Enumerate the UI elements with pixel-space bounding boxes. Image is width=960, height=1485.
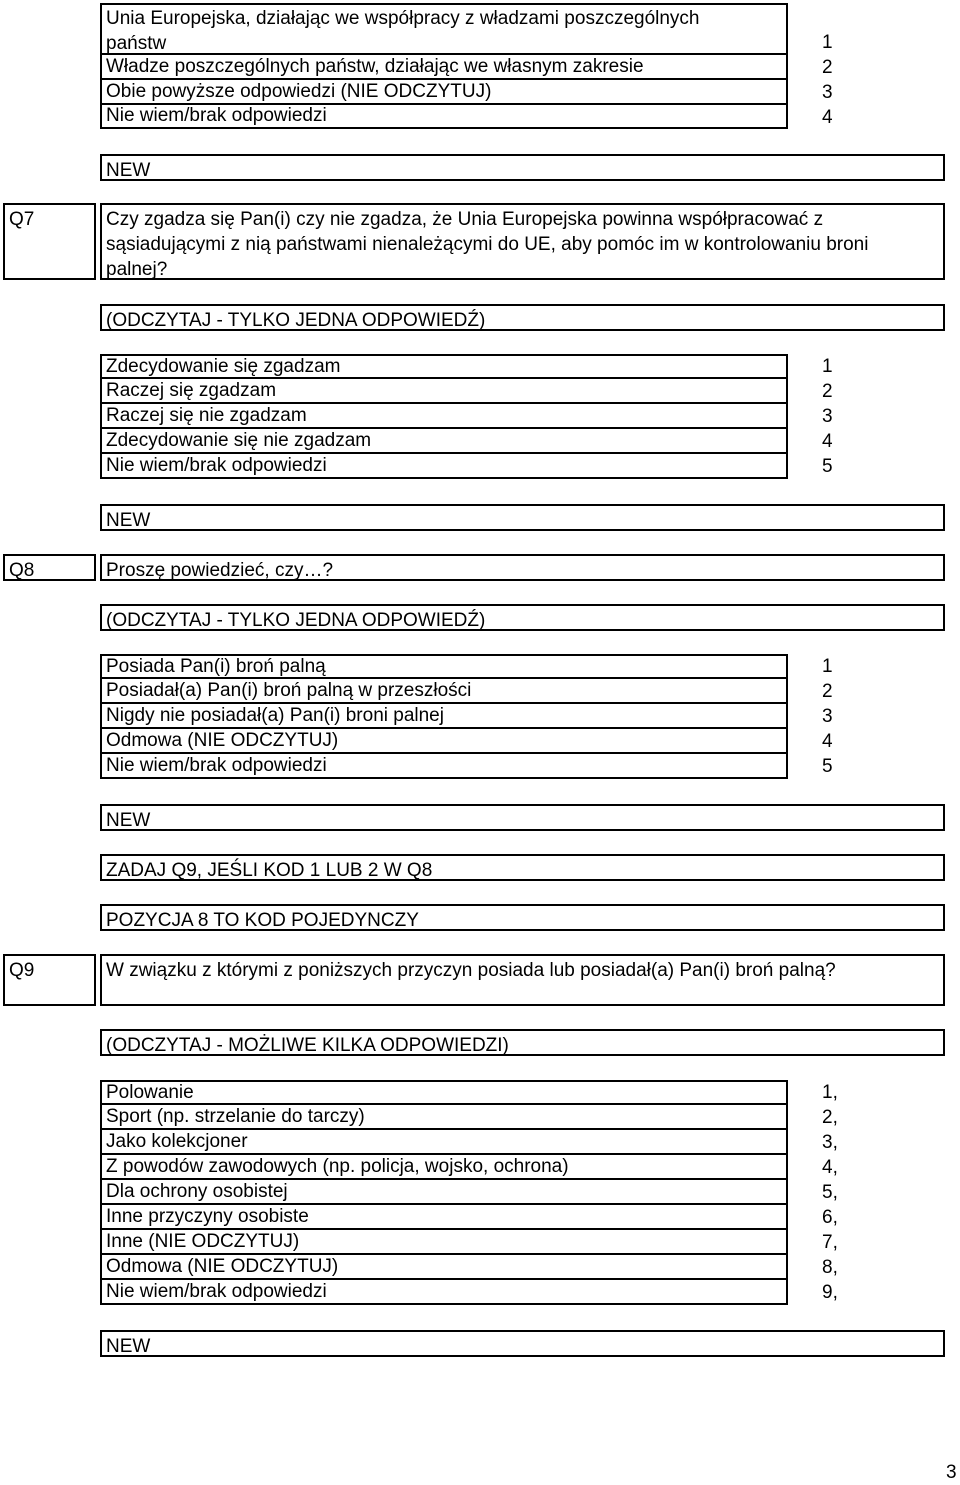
- list-item: [100, 1180, 838, 1205]
- list-item: [100, 1155, 838, 1180]
- option-label: Jako kolekcjoner: [100, 1130, 788, 1155]
- list-item: [100, 654, 833, 679]
- option-code: 4: [822, 731, 833, 752]
- q7-instruction: (ODCZYTAJ - TYLKO JEDNA ODPOWIEDŹ): [100, 304, 945, 331]
- page-number: 3: [946, 1462, 957, 1483]
- q9-instruction: (ODCZYTAJ - MOŻLIWE KILKA ODPOWIEDZI): [100, 1029, 945, 1056]
- q7-question-text: Czy zgadza się Pan(i) czy nie zgadza, że Unia Europejska powinna współpracować z sąsiadującymi z nią państwami nienależącymi do UE, aby pomóc im w kontrolowaniu broni palnej?: [100, 203, 945, 280]
- q8-question-text: Proszę powiedzieć, czy…?: [100, 554, 945, 581]
- option-code: 3,: [822, 1132, 838, 1153]
- option-code: 9,: [822, 1282, 838, 1303]
- top-option-4-label: Nie wiem/brak odpowiedzi: [106, 105, 327, 126]
- option-code: 5: [822, 456, 833, 477]
- new-tag: NEW: [100, 504, 945, 531]
- new-tag: NEW: [100, 154, 945, 181]
- q9-label: Q9: [3, 954, 96, 1006]
- option-label: Nie wiem/brak odpowiedzi: [100, 454, 788, 479]
- top-option-1-label: Unia Europejska, działając we współpracy z władzami poszczególnych państw: [106, 8, 700, 54]
- option-label: Nie wiem/brak odpowiedzi: [100, 1280, 788, 1305]
- list-item: [100, 354, 833, 379]
- new-tag: NEW: [100, 804, 945, 831]
- new-tag: NEW: [100, 1330, 945, 1357]
- list-item: [100, 1105, 838, 1130]
- option-code: 3: [822, 706, 833, 727]
- list-item: [100, 1130, 838, 1155]
- list-item: [100, 429, 833, 454]
- filter-note: ZADAJ Q9, JEŚLI KOD 1 LUB 2 W Q8: [100, 854, 945, 881]
- list-item: [100, 1205, 838, 1230]
- option-code: 4: [822, 431, 833, 452]
- q7-options: [100, 354, 833, 479]
- option-label: Odmowa (NIE ODCZYTUJ): [100, 729, 788, 754]
- top-options-block: [100, 3, 788, 129]
- position-note: POZYCJA 8 TO KOD POJEDYNCZY: [100, 904, 945, 931]
- option-code: 2,: [822, 1107, 838, 1128]
- option-label: Zdecydowanie się zgadzam: [100, 354, 788, 379]
- list-item: [100, 454, 833, 479]
- top-option-2-label: Władze poszczególnych państw, działając we własnym zakresie: [106, 56, 644, 77]
- option-label: Posiada Pan(i) broń palną: [100, 654, 788, 679]
- q8-options: [100, 654, 833, 779]
- option-code: 3: [822, 406, 833, 427]
- option-label: Zdecydowanie się nie zgadzam: [100, 429, 788, 454]
- option-label: Raczej się zgadzam: [100, 379, 788, 404]
- q8-label: Q8: [3, 554, 96, 581]
- option-code: 4,: [822, 1157, 838, 1178]
- top-option-2-code: 2: [822, 57, 833, 78]
- list-item: [100, 404, 833, 429]
- option-label: Polowanie: [100, 1080, 788, 1105]
- option-code: 2: [822, 681, 833, 702]
- list-item: [100, 704, 833, 729]
- option-label: Inne (NIE ODCZYTUJ): [100, 1230, 788, 1255]
- top-option-1-code: 1: [822, 32, 833, 53]
- top-option-3-code: 3: [822, 82, 833, 103]
- option-label: Odmowa (NIE ODCZYTUJ): [100, 1255, 788, 1280]
- top-option-3-label: Obie powyższe odpowiedzi (NIE ODCZYTUJ): [106, 81, 492, 102]
- option-code: 8,: [822, 1257, 838, 1278]
- option-code: 7,: [822, 1232, 838, 1253]
- list-item: [100, 1280, 838, 1305]
- list-item: [100, 679, 833, 704]
- option-label: Posiadał(a) Pan(i) broń palną w przeszłości: [100, 679, 788, 704]
- option-label: Inne przyczyny osobiste: [100, 1205, 788, 1230]
- option-label: Raczej się nie zgadzam: [100, 404, 788, 429]
- option-code: 2: [822, 381, 833, 402]
- top-option-4: [102, 105, 786, 127]
- option-code: 5,: [822, 1182, 838, 1203]
- list-item: [100, 1080, 838, 1105]
- list-item: [100, 754, 833, 779]
- list-item: [100, 1255, 838, 1280]
- q9-options: [100, 1080, 838, 1305]
- option-code: 5: [822, 756, 833, 777]
- list-item: [100, 379, 833, 404]
- option-label: Dla ochrony osobistej: [100, 1180, 788, 1205]
- top-option-1: [102, 5, 786, 55]
- q8-instruction: (ODCZYTAJ - TYLKO JEDNA ODPOWIEDŹ): [100, 604, 945, 631]
- option-label: Sport (np. strzelanie do tarczy): [100, 1105, 788, 1130]
- top-option-2: [102, 55, 786, 80]
- q9-question-text: W związku z którymi z poniższych przyczyn posiada lub posiadał(a) Pan(i) broń palną?: [100, 954, 945, 1006]
- option-code: 1: [822, 356, 833, 377]
- list-item: [100, 1230, 838, 1255]
- top-option-3: [102, 80, 786, 105]
- option-label: Nie wiem/brak odpowiedzi: [100, 754, 788, 779]
- option-code: 1,: [822, 1082, 838, 1103]
- q7-label: Q7: [3, 203, 96, 280]
- option-label: Nigdy nie posiadał(a) Pan(i) broni palnej: [100, 704, 788, 729]
- option-label: Z powodów zawodowych (np. policja, wojsko, ochrona): [100, 1155, 788, 1180]
- option-code: 6,: [822, 1207, 838, 1228]
- option-code: 1: [822, 656, 833, 677]
- list-item: [100, 729, 833, 754]
- top-option-4-code: 4: [822, 107, 833, 128]
